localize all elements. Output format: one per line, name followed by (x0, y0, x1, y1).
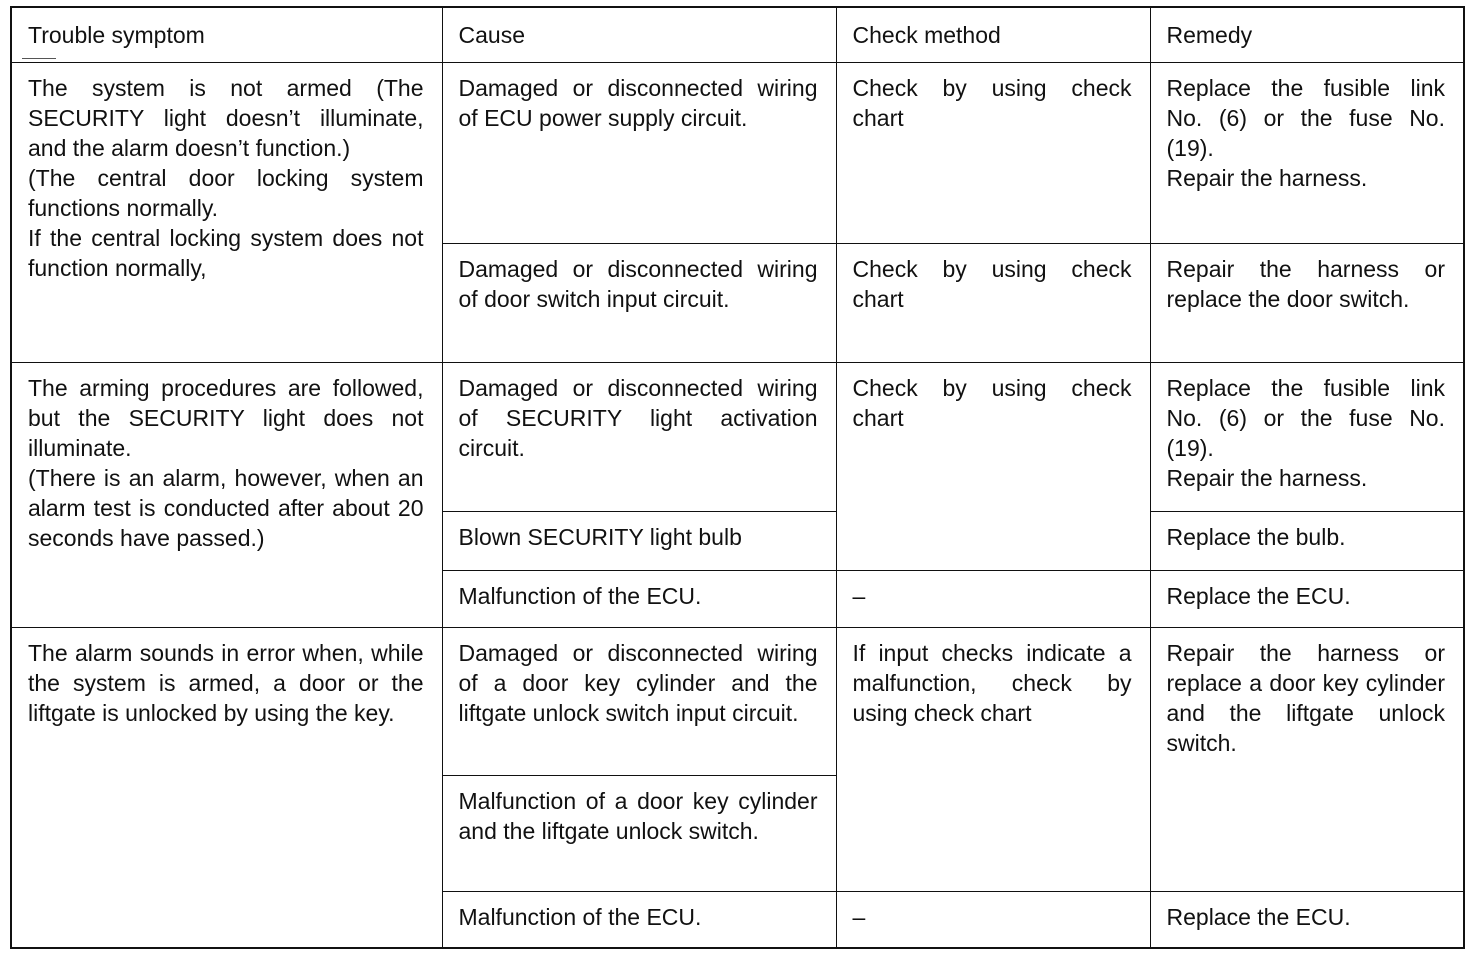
table-row (11, 362, 1464, 511)
header-row (11, 7, 1464, 62)
remedy-text: Replace the ECU. (1166, 903, 1351, 930)
cause-cell: Malfunction of the ECU. (442, 891, 836, 948)
remedy-cell (1150, 62, 1464, 243)
check-method-cell: – (836, 891, 1150, 948)
symptom-cell (11, 362, 442, 627)
remedy-text: Replace the ECU. (1166, 582, 1351, 609)
remedy-cell (1150, 627, 1464, 891)
check-method-cell: Check by using check chart (836, 243, 1150, 362)
cause-cell: Malfunction of the ECU. (442, 570, 836, 627)
header-trouble-symptom: Trouble symptom (11, 7, 442, 62)
symptom-text: (There is an alarm, however, when an alarm test is conducted after about 20 seconds have passed.) (28, 464, 424, 551)
symptom-text: The arming procedures are followed, but the SECURITY light does not illuminate. (28, 374, 424, 461)
remedy-cell (1150, 570, 1464, 627)
cause-cell: Damaged or disconnected wiring of ECU power supply circuit. (442, 62, 836, 243)
remedy-text: Replace the fusible link No. (6) or the fuse No. (19). (1166, 74, 1445, 161)
symptom-cell (11, 62, 442, 362)
check-method-cell: Check by using check chart (836, 362, 1150, 570)
symptom-text: (The central door locking system functions normally. (28, 164, 424, 221)
remedy-cell (1150, 362, 1464, 511)
symptom-text: If the central locking system does not function normally, (28, 224, 424, 281)
remedy-cell (1150, 891, 1464, 948)
cause-cell: Blown SECURITY light bulb (442, 511, 836, 570)
remedy-text: Replace the fusible link No. (6) or the fuse No. (19). (1166, 374, 1445, 461)
symptom-cell (11, 627, 442, 948)
check-method-cell: – (836, 570, 1150, 627)
symptom-text: The system is not armed (The SECURITY light doesn’t illuminate, and the alarm doesn’t function.) (28, 74, 424, 161)
remedy-text: Repair the harness. (1166, 164, 1368, 191)
check-method-cell: Check by using check chart (836, 62, 1150, 243)
remedy-cell (1150, 243, 1464, 362)
table-row (11, 627, 1464, 775)
header-check-method: Check method (836, 7, 1150, 62)
cause-cell: Malfunction of a door key cylinder and the liftgate unlock switch. (442, 775, 836, 891)
remedy-text: Repair the harness or replace a door key cylinder and the liftgate unlock switch. (1166, 639, 1445, 756)
cause-cell: Damaged or disconnected wiring of a door key cylinder and the liftgate unlock switch input circuit. (442, 627, 836, 775)
troubleshooting-table (10, 6, 1465, 949)
symptom-text: The alarm sounds in error when, while the system is armed, a door or the liftgate is unlocked by using the key. (28, 639, 424, 726)
remedy-cell (1150, 511, 1464, 570)
troubleshooting-sheet (10, 6, 1463, 948)
table-row (11, 62, 1464, 243)
cause-cell: Damaged or disconnected wiring of SECURITY light activation circuit. (442, 362, 836, 511)
check-method-cell: If input checks indicate a malfunction, check by using check chart (836, 627, 1150, 891)
header-cause: Cause (442, 7, 836, 62)
remedy-text: Repair the harness. (1166, 464, 1368, 491)
remedy-text: Replace the bulb. (1166, 523, 1346, 550)
remedy-text: Repair the harness or replace the door switch. (1166, 255, 1445, 312)
cause-cell: Damaged or disconnected wiring of door switch input circuit. (442, 243, 836, 362)
header-remedy: Remedy (1150, 7, 1464, 62)
